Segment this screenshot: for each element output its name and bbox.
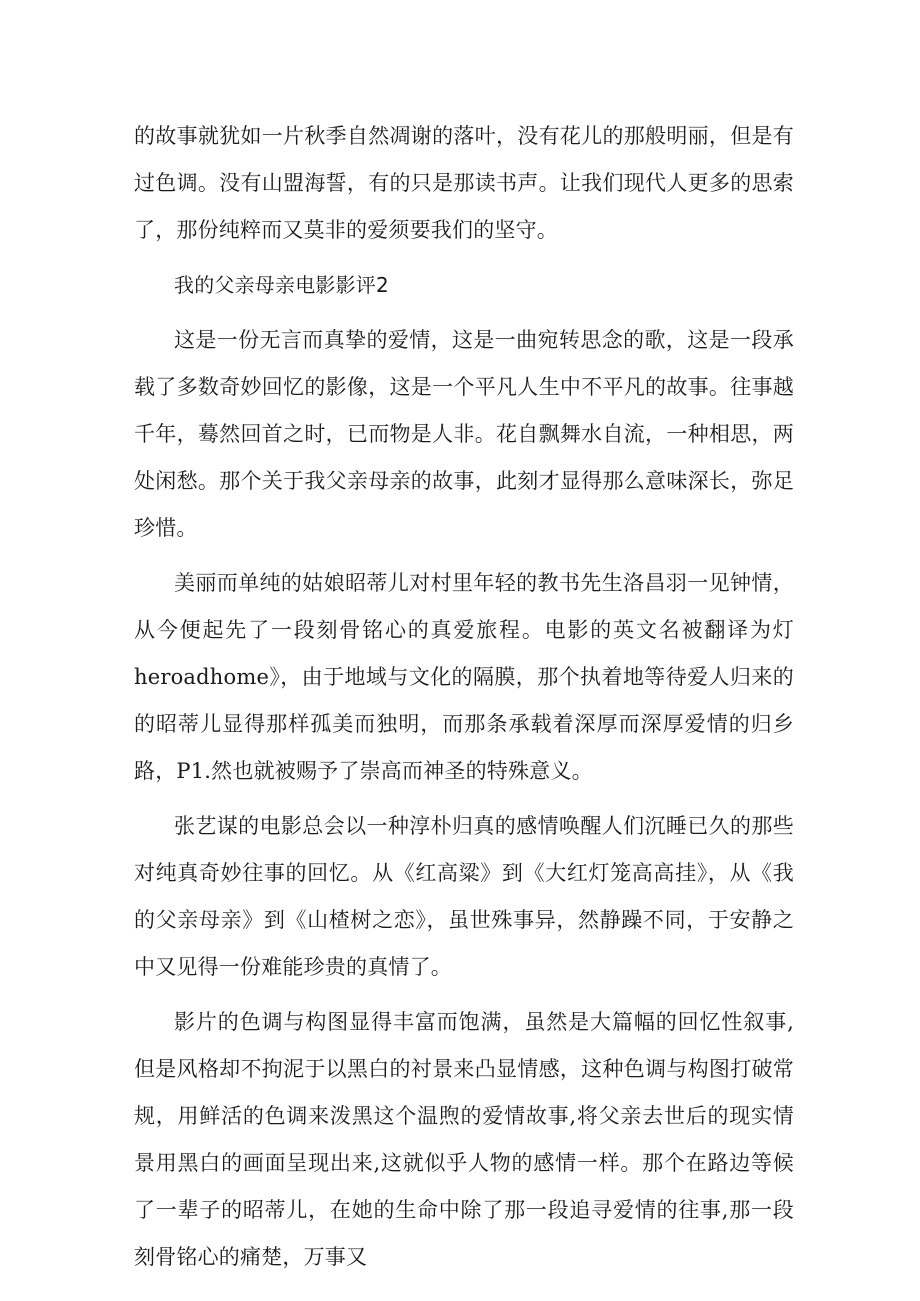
section-heading: 我的父亲母亲电影影评2 [174, 273, 389, 297]
paragraph-continuation: 的故事就犹如一片秋季自然凋谢的落叶，没有花儿的那般明丽，但是有过色调。没有山盟海誓，有的只是那读书声。让我们现代人更多的思索了，那份纯粹而又莫非的爱须要我们的坚守。 [134, 124, 794, 242]
paragraph-gap [134, 552, 794, 560]
paragraph-gap [134, 254, 794, 262]
paragraph-gap [134, 795, 794, 803]
paragraph-3: 张艺谋的电影总会以一种淳朴归真的感情唤醒人们沉睡已久的那些对纯真奇妙往事的回忆。从《红高粱》到《大红灯笼高高挂》，从《我的父亲母亲》到《山楂树之恋》，虽世殊事异，然静躁不同，于安静之中又见得一份难能珍贵的真情了。 [134, 814, 794, 979]
document-body [134, 113, 794, 1281]
paragraph-gap [134, 309, 794, 317]
paragraph-1: 这是一份无言而真挚的爱情，这是一曲宛转思念的歌，这是一段承载了多数奇妙回忆的影像，这是一个平凡人生中不平凡的故事。往事越千年，蓦然回首之时，已而物是人非。花自飘舞水自流，一种相思，两处闲愁。那个关于我父亲母亲的故事，此刻才显得那么意味深长，弥足珍惜。 [134, 328, 794, 540]
paragraph-4: 影片的色调与构图显得丰富而饱满，虽然是大篇幅的回忆性叙事,但是风格却不拘泥于以黑白的衬景来凸显情感，这种色调与构图打破常规，用鲜活的色调来泼黑这个温煦的爱情故事,将父亲去世后的现实情景用黑白的画面呈现出来,这就似乎人物的感情一样。那个在路边等候了一辈子的昭蒂儿，在她的生命中除了那一段追寻爱情的往事,那一段刻骨铭心的痛楚，万事又 [134, 1010, 794, 1269]
paragraph-2: 美丽而单纯的姑娘昭蒂儿对村里年轻的教书先生洛昌羽一见钟情，从今便起先了一段刻骨铭心的真爱旅程。电影的英文名被翻译为灯heroadhome》，由于地域与文化的隔膜，那个执着地等待爱人归来的的昭蒂儿显得那样孤美而独明，而那条承载着深厚而深厚爱情的归乡路，P1.然也就被赐予了崇高而神圣的特殊意义。 [134, 571, 794, 783]
paragraph-gap [134, 991, 794, 999]
